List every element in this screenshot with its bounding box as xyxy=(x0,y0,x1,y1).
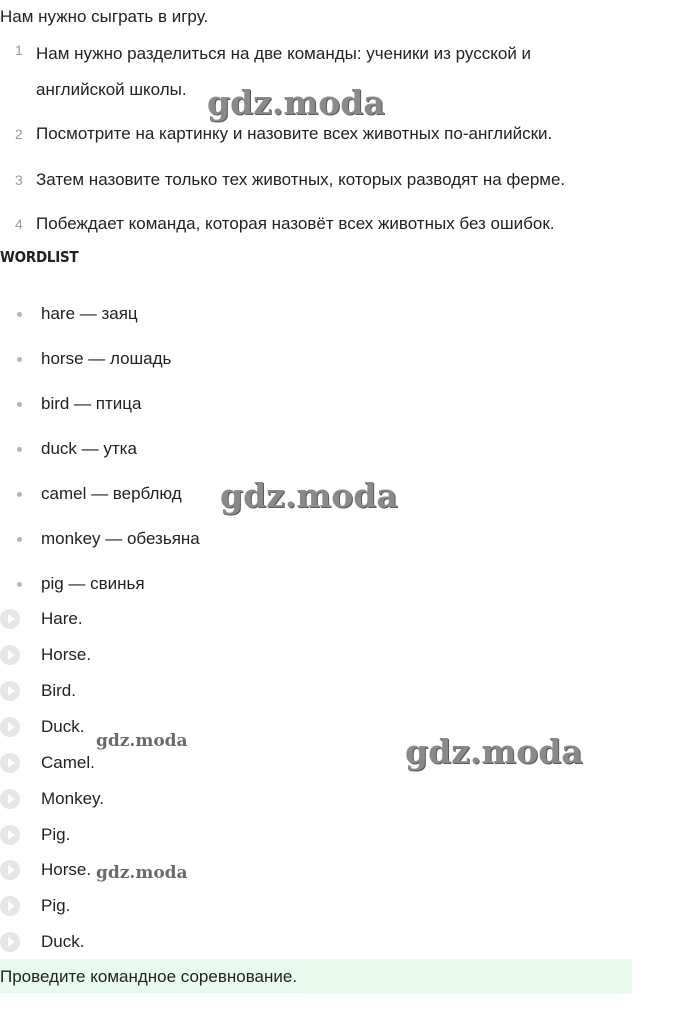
bullet-icon xyxy=(17,537,22,542)
word-entry: hare — заяц xyxy=(41,304,138,323)
bullet-icon xyxy=(17,582,22,587)
word-entry: bird — птица xyxy=(41,394,142,413)
watermark: gdz.moda xyxy=(220,476,398,515)
watermark: gdz.moda xyxy=(207,83,385,122)
step-number: 3 xyxy=(15,172,23,188)
play-icon[interactable] xyxy=(0,789,20,809)
step-item xyxy=(0,168,640,192)
play-icon[interactable] xyxy=(0,825,20,845)
bullet-icon xyxy=(17,492,22,497)
word-entry: camel — верблюд xyxy=(41,484,182,503)
wordlist-heading: WORDLIST xyxy=(0,248,79,266)
step-item xyxy=(0,212,640,236)
step-number: 1 xyxy=(15,42,23,58)
play-icon[interactable] xyxy=(0,896,20,916)
play-icon[interactable] xyxy=(0,609,20,629)
bullet-icon xyxy=(17,357,22,362)
play-icon[interactable] xyxy=(0,932,20,952)
answer-text: Duck. xyxy=(41,932,85,951)
bullet-icon xyxy=(17,447,22,452)
answer-text: Duck. xyxy=(41,717,85,736)
play-icon[interactable] xyxy=(0,860,20,880)
play-icon[interactable] xyxy=(0,681,20,701)
word-entry: horse — лошадь xyxy=(41,349,172,368)
step-number: 2 xyxy=(15,126,23,142)
bullet-icon xyxy=(17,402,22,407)
answer-text: Pig. xyxy=(41,825,71,844)
watermark: gdz.moda xyxy=(96,863,188,883)
intro-text: Нам нужно сыграть в игру. xyxy=(0,7,209,26)
watermark: gdz.moda xyxy=(405,732,583,771)
play-icon[interactable] xyxy=(0,753,20,773)
watermark: gdz.moda xyxy=(96,731,188,751)
answer-text: Pig. xyxy=(41,896,71,915)
bullet-icon xyxy=(17,312,22,317)
answer-text: Bird. xyxy=(41,681,76,700)
word-entry: monkey — обезьяна xyxy=(41,529,200,548)
answer-text: Horse. xyxy=(41,860,92,879)
word-entry: duck — утка xyxy=(41,439,137,458)
answer-text: Monkey. xyxy=(41,789,104,808)
answer-text: Camel. xyxy=(41,753,95,772)
task-note: Проведите командное соревнование. xyxy=(0,959,632,994)
answer-text: Horse. xyxy=(41,645,92,664)
play-icon[interactable] xyxy=(0,645,20,665)
play-icon[interactable] xyxy=(0,717,20,737)
step-text: Посмотрите на картинку и назовите всех животных по-английски. xyxy=(36,124,553,143)
step-text: Затем назовите только тех животных, которых разводят на ферме. xyxy=(36,170,566,189)
answer-text: Hare. xyxy=(41,609,83,628)
step-item xyxy=(0,122,640,146)
word-entry: pig — свинья xyxy=(41,574,145,593)
step-text: Побеждает команда, которая назовёт всех животных без ошибок. xyxy=(36,214,555,233)
step-text: Нам нужно разделиться на две команды: ученики из русской и английской школы. xyxy=(36,44,532,99)
step-number: 4 xyxy=(15,216,23,232)
